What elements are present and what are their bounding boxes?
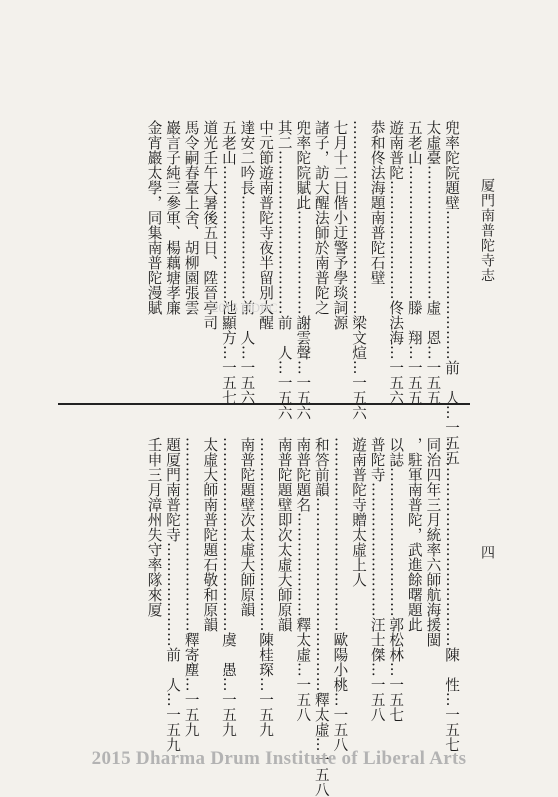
toc-entry: 七月十二日偕小迂警予學琰詞源 xyxy=(331,120,349,330)
toc-entry: 馬令嗣春臺上舍、胡柳園張雲 xyxy=(182,120,200,315)
toc-entry: …………………………………梁文煊…一五六 xyxy=(350,120,368,420)
book-title: 厦門南普陀寺志 xyxy=(479,178,495,283)
toc-entry: 五老山………………………滕 翔…一五五 xyxy=(405,120,423,405)
toc-entry: 和答前韻…………………………………釋太虛…一五八 xyxy=(312,437,330,797)
toc-entry: 兜率陀院題壁…………………………前 人…一五五 xyxy=(443,120,460,465)
toc-entry: 同治四年三月統率六師航海援閩 xyxy=(424,437,442,647)
page-number: 四 xyxy=(479,545,495,559)
toc-entry: 恭和佟法海題南普陀石壁 xyxy=(368,120,386,285)
toc-entry: 其二……………………………前 人…一五六 xyxy=(275,120,293,420)
toc-entry: ，駐軍南普陀，武進餘曙題此 xyxy=(405,437,423,632)
section-divider xyxy=(58,403,470,405)
toc-entry: 題厦門南普陀寺…………………前 人…一五九 xyxy=(164,437,182,752)
toc-entry: 以誌…………………………郭松林…一五七 xyxy=(387,437,405,722)
toc-entry: …………………………………陳桂琛…一五九 xyxy=(257,437,275,737)
toc-entry: 太虛大師南普陀題石敬和原韻 xyxy=(201,437,219,632)
toc-entry: 南普陀題名…………………釋太虛…一五八 xyxy=(294,437,312,722)
upper-toc-section xyxy=(144,120,460,465)
toc-entry: 普陀寺………………………汪士傑…一五八 xyxy=(368,437,386,722)
toc-entry: 遊南普陀寺贈太虛上人 xyxy=(350,437,368,587)
toc-entry: 南普陀題壁次太虛大師原韻 xyxy=(238,437,256,617)
watermark: 2015 DDBC xyxy=(212,300,278,315)
toc-entry: …………………………………釋寄塵…一五九 xyxy=(182,437,200,737)
toc-entry: 太虛臺………………………虛 恩…一五五 xyxy=(424,120,442,405)
toc-entry: 兜率陀院賦此…………………謝雲聲…一五六 xyxy=(294,120,312,420)
toc-entry: 巖言子純三參軍、楊藕塘孝廉 xyxy=(164,120,182,315)
toc-entry: 南普陀題壁即次太虛大師原韻 xyxy=(275,437,293,632)
toc-entry: 諸子，訪大醒法師於南普陀之 xyxy=(312,120,330,315)
toc-entry: ……………………………………陳 性…一五七 xyxy=(443,437,460,752)
footer-copyright: 2015 Dharma Drum Institute of Liberal Arts xyxy=(91,748,467,769)
toc-entry: 五老山………………………池顯方…一五七 xyxy=(219,120,237,405)
toc-entry: 道光壬午大暑後五日、陞晉亭司 xyxy=(201,120,219,330)
toc-entry: 金宵巖太學，同集南普陀漫賦 xyxy=(145,120,163,315)
toc-entry: 遊南普陀……………………佟法海…一五六 xyxy=(387,120,405,405)
toc-entry: 壬申三月漳州失守率隊來厦 xyxy=(145,437,163,617)
toc-entry: …………………………………歐陽小桃…一五八 xyxy=(331,437,349,752)
toc-entry: 中元節遊南普陀寺夜半留別大醒 xyxy=(257,120,275,330)
toc-entry: 達安二吟長…………………前 人…一五六 xyxy=(238,120,256,405)
toc-entry: …………………………………虞 愚…一五九 xyxy=(219,437,237,737)
